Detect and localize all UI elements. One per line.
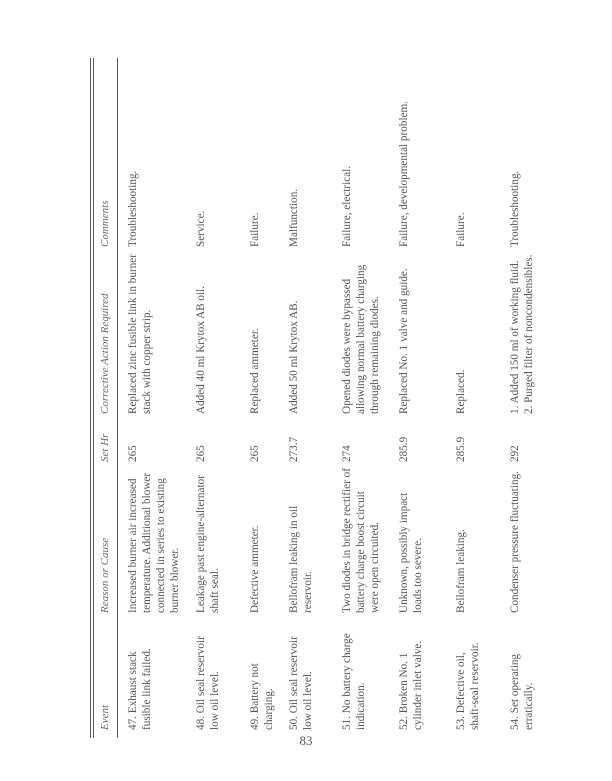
row-52-set-hr: 285.9 [398,436,410,462]
row-53-set-hr: 285.9 [455,436,467,462]
row-48-reason: Leakage past engine-alternator shaft seal. [195,475,221,613]
row-50-action: Added 50 ml Krytox AB. [288,300,300,414]
row-51-event: 51. No battery charge indication. [341,633,367,730]
row-47-set-hr: 265 [127,445,139,462]
row-52-action: Replaced No. 1 valve and guide. [398,268,410,414]
row-49-comments: Failure. [249,212,261,247]
row-50-set-hr: 273.7 [288,436,300,462]
row-52-event: 52. Broken No. 1 cylinder inlet valve. [398,640,424,730]
row-52-reason: Unknown, possibly impact loads too severe. [398,492,424,613]
header-bottom-rule [117,58,118,738]
row-53-action: Replaced. [455,369,467,414]
row-47-reason: Increased burner air increased temperature. Additional blower connected in series to existing burner blower. [127,472,181,613]
header-set-hr: Set Hr [99,433,111,462]
table-top-rule-double [93,58,94,738]
row-48-comments: Service. [195,210,207,247]
row-48-action: Added 40 ml Krytox AB oil. [195,285,207,414]
row-52-comments: Failure, developmental problem. [398,100,410,247]
header-action: Corrective Action Required [99,293,111,414]
row-49-action: Replaced ammeter. [249,328,261,414]
row-53-comments: Failure. [455,212,467,247]
row-47-event: 47. Exhaust stack fusible link failed. [127,648,153,730]
header-reason: Reason or Cause [99,537,111,613]
row-48-set-hr: 265 [195,445,207,462]
row-53-event: 53. Defective oil, shaft-seal reservoir. [455,642,481,730]
row-49-reason: Defective ammeter. [249,525,261,613]
row-51-reason: Two diodes in bridge rectifier of battery charge boost circuit were open circuited. [341,468,381,613]
row-54-event: 54. Set operating erratically. [509,653,535,730]
page-number: 83 [299,733,313,748]
row-54-action: 1. Added 150 ml of working fluid. 2. Purged filter of noncondensibles. [509,254,535,414]
row-51-set-hr: 274 [341,445,353,462]
row-47-comments: Troubleshooting. [127,170,139,247]
row-47-action: Replaced zinc fusible link in burner stack with copper strip. [127,254,153,414]
header-event: Event [99,704,111,730]
table-top-rule [90,58,91,738]
rotated-table [90,58,590,738]
header-comments: Comments [99,200,111,247]
row-49-event: 49. Battery not charging. [249,663,275,730]
row-53-reason: Bellofram leaking. [455,529,467,613]
row-54-reason: Condenser pressure fluctuating. [509,471,521,613]
row-50-event: 50. Oil seal reservoir low oil level. [288,636,314,730]
row-54-comments: Troubleshooting. [509,170,521,247]
row-50-reason: Bellofram leaking in oil reservoir. [288,505,314,613]
row-54-set-hr: 292 [509,445,521,462]
row-51-comments: Failure, electrical. [341,165,353,247]
row-49-set-hr: 265 [249,445,261,462]
row-51-action: Opened diodes were bypassed allowing normal battery charging through remaining diodes. [341,264,381,414]
row-48-event: 48. Oil seal reservoir low oil level. [195,636,221,730]
row-50-comments: Malfunction. [288,188,300,247]
